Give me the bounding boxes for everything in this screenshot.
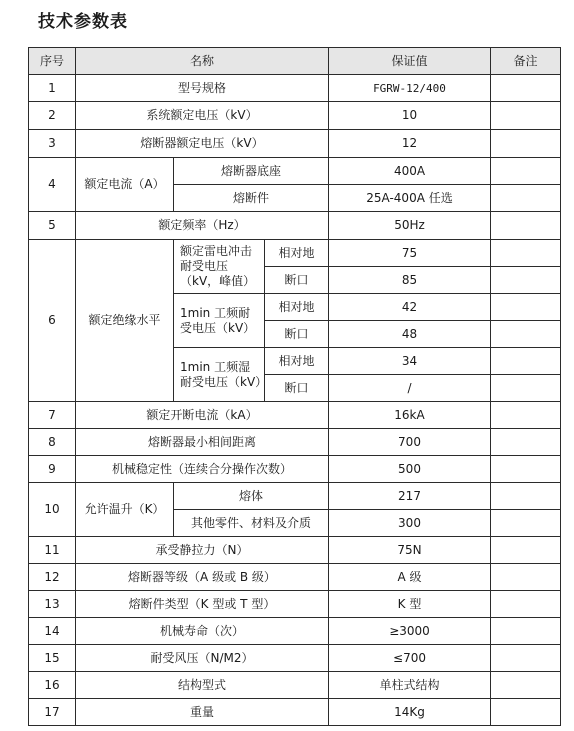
row-no: 5	[29, 212, 76, 240]
row-value: ≥3000	[329, 618, 491, 645]
row-no: 1	[29, 75, 76, 102]
row-no: 15	[29, 645, 76, 672]
row-no: 6	[29, 240, 76, 402]
row-no: 9	[29, 456, 76, 483]
table-row	[29, 212, 561, 240]
row-name: 熔断器最小相间距离	[76, 429, 329, 456]
group-item-label: 相对地	[265, 240, 329, 267]
row-no: 3	[29, 130, 76, 158]
group-item-label: 相对地	[265, 294, 329, 321]
row-name: 机械寿命（次）	[76, 618, 329, 645]
row-remark	[491, 402, 561, 429]
row-no: 2	[29, 102, 76, 130]
group-item-label: 断口	[265, 321, 329, 348]
group-item-label: 相对地	[265, 348, 329, 375]
row-remark	[491, 618, 561, 645]
row-value: 217	[329, 483, 491, 510]
row-remark	[491, 645, 561, 672]
row-remark	[491, 564, 561, 591]
row-remark	[491, 75, 561, 102]
row-remark	[491, 456, 561, 483]
row-value: 75N	[329, 537, 491, 564]
table-row	[29, 672, 561, 699]
header-no: 序号	[29, 48, 76, 75]
row-value: 10	[329, 102, 491, 130]
row-value: ≤700	[329, 645, 491, 672]
row-name: 额定开断电流（kA）	[76, 402, 329, 429]
sub-name: 熔体	[174, 483, 329, 510]
table-row	[29, 591, 561, 618]
row-value: 48	[329, 321, 491, 348]
row-name: 型号规格	[76, 75, 329, 102]
table-row	[29, 618, 561, 645]
table-row	[29, 130, 561, 158]
row-value: 单柱式结构	[329, 672, 491, 699]
row-remark	[491, 483, 561, 510]
table-row	[29, 645, 561, 672]
row-name: 熔断器等级（A 级或 B 级）	[76, 564, 329, 591]
row-remark	[491, 212, 561, 240]
row-name: 熔断器额定电压（kV）	[76, 130, 329, 158]
row-remark	[491, 102, 561, 130]
row-name: 额定频率（Hz）	[76, 212, 329, 240]
sub-name: 熔断件	[174, 185, 329, 212]
table-row	[29, 456, 561, 483]
row-value: 700	[329, 429, 491, 456]
table-row	[29, 102, 561, 130]
row-remark	[491, 321, 561, 348]
row-remark	[491, 185, 561, 212]
group-item-label: 断口	[265, 267, 329, 294]
row-remark	[491, 510, 561, 537]
row-value: 400A	[329, 158, 491, 185]
row-value: 25A-400A 任选	[329, 185, 491, 212]
row-no: 17	[29, 699, 76, 726]
table-row	[29, 537, 561, 564]
header-name: 名称	[76, 48, 329, 75]
row-no: 10	[29, 483, 76, 537]
sub-name: 其他零件、材料及介质	[174, 510, 329, 537]
table-row	[29, 402, 561, 429]
row-remark	[491, 348, 561, 375]
spec-table	[28, 47, 561, 726]
table-row	[29, 483, 561, 510]
row-remark	[491, 375, 561, 402]
row-value: 85	[329, 267, 491, 294]
row-remark	[491, 294, 561, 321]
row-value: 500	[329, 456, 491, 483]
row-value: 14Kg	[329, 699, 491, 726]
row-remark	[491, 699, 561, 726]
row-no: 13	[29, 591, 76, 618]
row-no: 16	[29, 672, 76, 699]
row-name: 重量	[76, 699, 329, 726]
row-name: 允许温升（K）	[76, 483, 174, 537]
table-row	[29, 429, 561, 456]
row-value: 12	[329, 130, 491, 158]
row-value: 16kA	[329, 402, 491, 429]
row-no: 14	[29, 618, 76, 645]
row-name: 额定绝缘水平	[76, 240, 174, 402]
row-value: 42	[329, 294, 491, 321]
row-value: 300	[329, 510, 491, 537]
row-remark	[491, 537, 561, 564]
row-value: 50Hz	[329, 212, 491, 240]
group-item-label: 断口	[265, 375, 329, 402]
row-remark	[491, 267, 561, 294]
row-name: 结构型式	[76, 672, 329, 699]
row-value: 75	[329, 240, 491, 267]
table-row	[29, 75, 561, 102]
row-value: A 级	[329, 564, 491, 591]
row-no: 11	[29, 537, 76, 564]
group-name: 额定雷电冲击耐受电压（kV，峰值）	[174, 240, 265, 294]
table-row	[29, 240, 561, 267]
row-remark	[491, 158, 561, 185]
page-title: 技术参数表	[38, 12, 128, 32]
row-no: 12	[29, 564, 76, 591]
row-value: FGRW-12/400	[329, 75, 491, 102]
row-value: /	[329, 375, 491, 402]
row-remark	[491, 429, 561, 456]
row-value: 34	[329, 348, 491, 375]
row-name: 承受静拉力（N）	[76, 537, 329, 564]
table-row	[29, 158, 561, 185]
row-no: 8	[29, 429, 76, 456]
table-row	[29, 564, 561, 591]
table-row	[29, 699, 561, 726]
row-no: 4	[29, 158, 76, 212]
group-name: 1min 工频湿耐受电压（kV）	[174, 348, 265, 402]
row-remark	[491, 240, 561, 267]
row-name: 额定电流（A）	[76, 158, 174, 212]
header-row	[29, 48, 561, 75]
row-no: 7	[29, 402, 76, 429]
row-name: 系统额定电压（kV）	[76, 102, 329, 130]
row-remark	[491, 591, 561, 618]
row-remark	[491, 672, 561, 699]
row-name: 熔断件类型（K 型或 T 型）	[76, 591, 329, 618]
sub-name: 熔断器底座	[174, 158, 329, 185]
row-name: 耐受风压（N/M2）	[76, 645, 329, 672]
header-value: 保证值	[329, 48, 491, 75]
row-remark	[491, 130, 561, 158]
row-name: 机械稳定性（连续合分操作次数）	[76, 456, 329, 483]
header-remark: 备注	[491, 48, 561, 75]
row-value: K 型	[329, 591, 491, 618]
group-name: 1min 工频耐受电压（kV）	[174, 294, 265, 348]
